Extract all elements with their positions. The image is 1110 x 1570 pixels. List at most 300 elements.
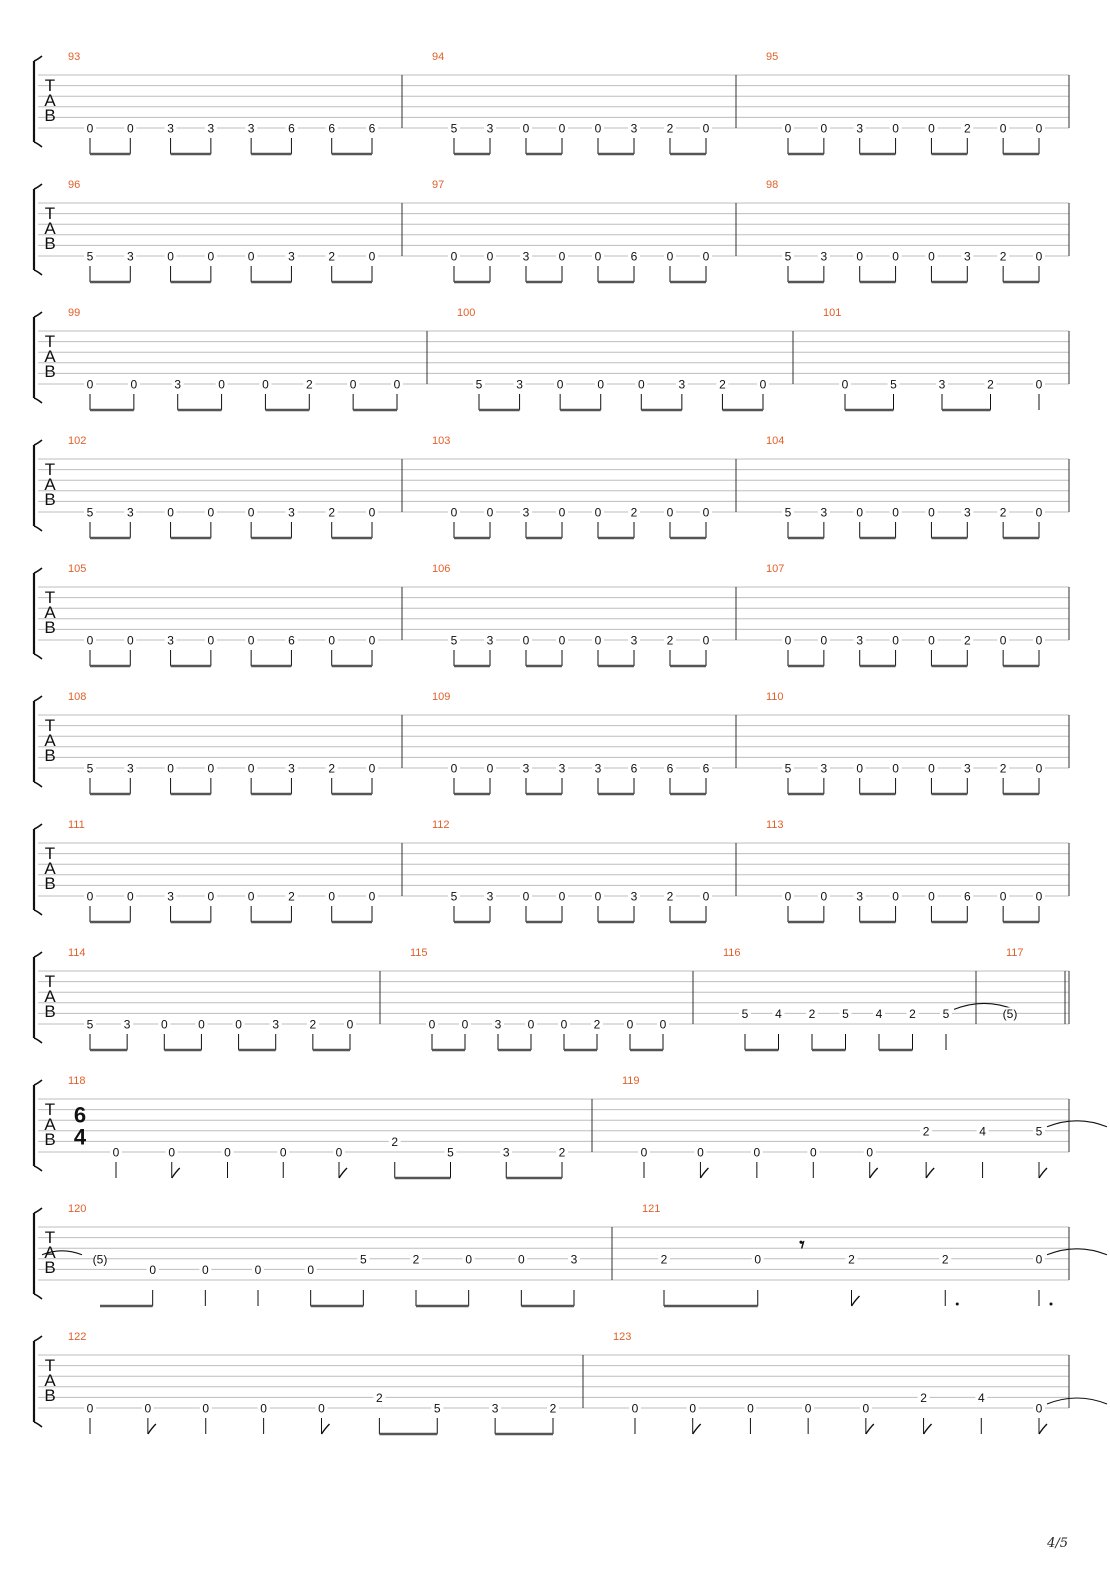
fret-number: 5 [784, 761, 792, 776]
fret-number: 2 [666, 889, 674, 904]
note-flag [870, 1168, 878, 1178]
measure-number: 116 [723, 947, 741, 959]
fret-number: 5 [1035, 1124, 1043, 1139]
measure-number: 97 [432, 179, 445, 191]
measure-number: 102 [68, 435, 87, 447]
tab-clef-letter: T [44, 972, 56, 991]
fret-number: 0 [368, 889, 376, 904]
fret-number: 2 [848, 1252, 855, 1267]
fret-number: 0 [522, 121, 530, 136]
note-flag [926, 1168, 934, 1178]
measure-number: 105 [68, 563, 87, 575]
fret-number: 0 [428, 1017, 436, 1032]
fret-number: 3 [570, 1252, 578, 1267]
tab-system [34, 1075, 1107, 1178]
tab-clef-letter: B [44, 1130, 56, 1149]
fret-number: 3 [126, 761, 134, 776]
fret-number: 0 [689, 1401, 697, 1416]
fret-number: 0 [328, 633, 336, 648]
tab-clef-letter: A [44, 859, 56, 878]
fret-number: 0 [461, 1017, 469, 1032]
measure-number: 115 [410, 947, 428, 959]
fret-number: 5 [784, 505, 792, 520]
tab-clef-letter: A [44, 987, 56, 1006]
measure-number: 104 [766, 435, 785, 447]
note-flag [1039, 1168, 1047, 1178]
fret-number: 3 [522, 761, 530, 776]
fret-number: 0 [666, 505, 674, 520]
fret-number: 5 [359, 1252, 367, 1267]
fret-number: 0 [368, 633, 376, 648]
fret-number: 0 [450, 249, 458, 264]
fret-number: 0 [1035, 1252, 1043, 1267]
fret-number: 5 [784, 249, 792, 264]
fret-number: 0 [820, 889, 828, 904]
fret-number: 0 [594, 505, 602, 520]
fret-number: 0 [517, 1252, 525, 1267]
tab-clef-letter: A [44, 91, 56, 110]
tab-clef-letter: T [44, 1228, 56, 1247]
time-signature-top: 6 [73, 1102, 87, 1128]
fret-number: 2 [549, 1401, 557, 1416]
fret-number: 3 [288, 505, 295, 520]
bracket-hook-bottom [34, 526, 42, 531]
fret-number: 3 [522, 505, 530, 520]
fret-number: 0 [168, 1145, 176, 1160]
fret-number: 0 [558, 889, 566, 904]
fret-number: 0 [640, 1145, 648, 1160]
fret-number: 2 [305, 377, 313, 392]
tab-system [34, 435, 1069, 538]
time-signature-bottom: 4 [73, 1124, 87, 1150]
fret-number: 5 [475, 377, 483, 392]
fret-number: 0 [126, 121, 134, 136]
fret-number: 2 [999, 505, 1007, 520]
fret-number: 0 [262, 377, 269, 392]
fret-number: 0 [1035, 377, 1043, 392]
fret-number: 0 [486, 761, 494, 776]
fret-number: 6 [630, 249, 638, 264]
measure-number: 93 [68, 51, 81, 63]
fret-number: 2 [999, 249, 1007, 264]
fret-number: 3 [123, 1017, 131, 1032]
bracket-hook-bottom [34, 910, 42, 915]
bracket-hook-top [34, 568, 42, 573]
fret-number: 3 [938, 377, 946, 392]
fret-number: 0 [856, 249, 864, 264]
page-number: 4/5 [1047, 1536, 1068, 1551]
fret-number: 3 [516, 377, 523, 392]
fret-number: (5) [1002, 1006, 1018, 1021]
fret-number: 0 [784, 889, 792, 904]
fret-number: 0 [754, 1252, 762, 1267]
measure-number: 109 [432, 691, 451, 703]
tie-arc [1047, 1121, 1107, 1127]
bracket-hook-bottom [34, 270, 42, 275]
measure-number: 112 [432, 819, 450, 831]
fret-number: 3 [167, 889, 174, 904]
measure-number: 106 [432, 563, 451, 575]
tab-system [34, 51, 1069, 154]
fret-number: 3 [678, 377, 686, 392]
fret-number: 0 [892, 505, 899, 520]
fret-number: 2 [963, 633, 971, 648]
note-flag [148, 1424, 156, 1434]
fret-number: 3 [522, 249, 530, 264]
fret-number: 0 [247, 761, 255, 776]
fret-number: 0 [486, 505, 494, 520]
tab-clef-letter: B [44, 234, 56, 253]
fret-number: 2 [288, 889, 295, 904]
bracket-hook-top [34, 184, 42, 189]
fret-number: 2 [941, 1252, 949, 1267]
fret-number: 0 [349, 377, 357, 392]
measure-number: 117 [1006, 947, 1024, 959]
augmentation-dot [1050, 1303, 1053, 1306]
fret-number: 0 [247, 633, 255, 648]
fret-number: 2 [376, 1390, 383, 1405]
tab-clef-letter: B [44, 490, 56, 509]
fret-number: 0 [1035, 633, 1043, 648]
fret-number: 3 [963, 761, 971, 776]
fret-number: 5 [450, 889, 458, 904]
fret-number: 6 [963, 889, 971, 904]
fret-number: 3 [630, 121, 638, 136]
fret-number: 2 [309, 1017, 317, 1032]
measure-number: 108 [68, 691, 87, 703]
fret-number: 2 [666, 121, 674, 136]
bracket-hook-top [34, 696, 42, 701]
bracket-hook-bottom [34, 1038, 42, 1043]
fret-number: 3 [491, 1401, 499, 1416]
fret-number: 0 [560, 1017, 568, 1032]
fret-number: 0 [631, 1401, 639, 1416]
fret-number: 3 [486, 633, 494, 648]
fret-number: 0 [224, 1145, 231, 1160]
fret-number: 0 [820, 633, 828, 648]
measure-number: 123 [613, 1331, 632, 1343]
bracket-hook-top [34, 440, 42, 445]
fret-number: 3 [820, 505, 828, 520]
note-flag [172, 1168, 180, 1178]
fret-number: 2 [593, 1017, 601, 1032]
fret-number: 0 [784, 633, 792, 648]
fret-number: 5 [447, 1145, 454, 1160]
fret-number: 0 [522, 633, 530, 648]
measure-number: 94 [432, 51, 445, 63]
fret-number: 0 [702, 633, 710, 648]
fret-number: 0 [218, 377, 225, 392]
bracket-hook-top [34, 952, 42, 957]
measure-number: 113 [766, 819, 784, 831]
fret-number: 3 [167, 121, 174, 136]
fret-number: 0 [198, 1017, 205, 1032]
measure-number: 111 [68, 819, 85, 831]
fret-number: 4 [875, 1006, 883, 1021]
fret-number: 3 [594, 761, 602, 776]
fret-number: (5) [92, 1252, 108, 1267]
fret-number: 3 [820, 249, 828, 264]
bracket-hook-top [34, 1080, 42, 1085]
fret-number: 0 [112, 1145, 120, 1160]
measure-number: 119 [622, 1075, 640, 1087]
fret-number: 2 [999, 761, 1007, 776]
fret-number: 0 [346, 1017, 354, 1032]
fret-number: 0 [167, 249, 174, 264]
tab-clef-letter: B [44, 362, 56, 381]
fret-number: 0 [307, 1262, 315, 1277]
fret-number: 2 [328, 249, 336, 264]
tab-clef-letter: T [44, 460, 56, 479]
fret-number: 0 [126, 633, 134, 648]
tab-system [34, 819, 1069, 922]
measure-number: 103 [432, 435, 451, 447]
measure-number: 99 [68, 307, 81, 319]
tab-clef-letter: B [44, 746, 56, 765]
fret-number: 6 [368, 121, 376, 136]
fret-number: 0 [86, 633, 94, 648]
measure-number: 95 [766, 51, 779, 63]
tab-clef-letter: A [44, 1243, 56, 1262]
note-flag [866, 1424, 874, 1434]
fret-number: 0 [368, 505, 376, 520]
fret-number: 0 [626, 1017, 634, 1032]
tab-clef-letter: T [44, 588, 56, 607]
fret-number: 0 [558, 505, 566, 520]
bracket-hook-bottom [34, 1166, 42, 1171]
bracket-hook-bottom [34, 1294, 42, 1299]
fret-number: 0 [892, 761, 899, 776]
note-flag [700, 1168, 708, 1178]
fret-number: 6 [328, 121, 336, 136]
fret-number: 3 [126, 249, 134, 264]
fret-number: 4 [979, 1124, 986, 1139]
fret-number: 6 [288, 633, 295, 648]
fret-number: 0 [167, 505, 174, 520]
bracket-hook-bottom [34, 1422, 42, 1427]
fret-number: 0 [202, 1401, 210, 1416]
fret-number: 3 [207, 121, 215, 136]
fret-number: 0 [368, 249, 376, 264]
fret-number: 0 [892, 633, 899, 648]
fret-number: 0 [465, 1252, 473, 1267]
fret-number: 0 [1035, 249, 1043, 264]
tab-clef-letter: B [44, 1002, 56, 1021]
tab-clef-letter: T [44, 204, 56, 223]
fret-number: 2 [630, 505, 638, 520]
fret-number: 0 [928, 761, 935, 776]
fret-number: 0 [999, 121, 1007, 136]
augmentation-dot [956, 1303, 959, 1306]
tie-arc [1047, 1249, 1107, 1255]
tab-clef-letter: T [44, 716, 56, 735]
fret-number: 3 [558, 761, 566, 776]
fret-number: 3 [167, 633, 174, 648]
fret-number: 5 [741, 1006, 749, 1021]
tab-system [34, 563, 1069, 666]
fret-number: 0 [1035, 121, 1043, 136]
fret-number: 0 [527, 1017, 535, 1032]
fret-number: 0 [702, 249, 710, 264]
fret-number: 0 [999, 633, 1007, 648]
fret-number: 0 [160, 1017, 168, 1032]
tab-system [34, 947, 1069, 1050]
tab-clef-letter: T [44, 1356, 56, 1375]
fret-number: 0 [130, 377, 138, 392]
fret-number: 0 [86, 121, 94, 136]
tab-clef-letter: A [44, 1371, 56, 1390]
fret-number: 6 [630, 761, 638, 776]
tab-system [34, 1203, 1107, 1306]
measure-number: 101 [823, 307, 842, 319]
fret-number: 0 [702, 505, 710, 520]
tab-clef-letter: T [44, 844, 56, 863]
fret-number: 0 [594, 633, 602, 648]
tab-clef-letter: A [44, 603, 56, 622]
fret-number: 0 [666, 249, 674, 264]
fret-number: 0 [809, 1145, 817, 1160]
tie-arc [1047, 1398, 1107, 1404]
fret-number: 0 [866, 1145, 874, 1160]
measure-number: 96 [68, 179, 81, 191]
tab-system [34, 1331, 1107, 1434]
fret-number: 3 [963, 249, 971, 264]
fret-number: 0 [126, 889, 134, 904]
fret-number: 0 [558, 121, 566, 136]
bracket-hook-top [34, 1336, 42, 1341]
bracket-hook-top [34, 312, 42, 317]
fret-number: 0 [556, 377, 564, 392]
fret-number: 0 [335, 1145, 343, 1160]
tab-system [34, 691, 1069, 794]
fret-number: 2 [719, 377, 726, 392]
fret-number: 0 [594, 121, 602, 136]
fret-number: 0 [1035, 1401, 1043, 1416]
tab-clef-letter: T [44, 76, 56, 95]
fret-number: 0 [1035, 761, 1043, 776]
tab-clef-letter: T [44, 1100, 56, 1119]
fret-number: 0 [1035, 505, 1043, 520]
tab-clef-letter: B [44, 618, 56, 637]
fret-number: 2 [558, 1145, 566, 1160]
tab-system [34, 179, 1069, 282]
fret-number: 0 [144, 1401, 152, 1416]
fret-number: 0 [86, 889, 94, 904]
measure-number: 107 [766, 563, 785, 575]
tab-clef-letter: B [44, 106, 56, 125]
fret-number: 3 [856, 889, 864, 904]
bracket-hook-top [34, 1208, 42, 1213]
fret-number: 0 [247, 505, 255, 520]
fret-number: 0 [368, 761, 376, 776]
fret-number: 0 [1035, 889, 1043, 904]
fret-number: 5 [942, 1006, 950, 1021]
fret-number: 6 [666, 761, 674, 776]
fret-number: 0 [702, 889, 710, 904]
fret-number: 3 [494, 1017, 502, 1032]
fret-number: 2 [328, 505, 336, 520]
fret-number: 0 [856, 505, 864, 520]
fret-number: 0 [594, 889, 602, 904]
fret-number: 0 [804, 1401, 812, 1416]
fret-number: 0 [86, 1401, 94, 1416]
fret-number: 0 [594, 249, 602, 264]
fret-number: 3 [126, 505, 134, 520]
fret-number: 0 [201, 1262, 209, 1277]
fret-number: 0 [862, 1401, 870, 1416]
tab-clef-letter: B [44, 1386, 56, 1405]
fret-number: 3 [856, 121, 864, 136]
fret-number: 2 [808, 1006, 816, 1021]
fret-number: 0 [254, 1262, 262, 1277]
fret-number: 2 [920, 1390, 927, 1405]
fret-number: 0 [892, 249, 899, 264]
note-flag [339, 1168, 347, 1178]
fret-number: 0 [247, 889, 255, 904]
tab-clef-letter: B [44, 874, 56, 893]
fret-number: 2 [909, 1006, 916, 1021]
fret-number: 0 [747, 1401, 754, 1416]
tab-clef-letter: B [44, 1258, 56, 1277]
fret-number: 5 [433, 1401, 441, 1416]
tab-system [34, 307, 1069, 410]
fret-number: 3 [288, 249, 295, 264]
fret-number: 0 [597, 377, 605, 392]
fret-number: 0 [841, 377, 849, 392]
fret-number: 3 [630, 889, 638, 904]
fret-number: 5 [86, 505, 94, 520]
fret-number: 0 [753, 1145, 761, 1160]
fret-number: 0 [697, 1145, 704, 1160]
measure-number: 121 [642, 1203, 661, 1215]
fret-number: 0 [522, 889, 530, 904]
fret-number: 2 [391, 1134, 399, 1149]
fret-number: 3 [247, 121, 255, 136]
fret-number: 2 [412, 1252, 420, 1267]
fret-number: 0 [86, 377, 94, 392]
note-flag [693, 1424, 701, 1434]
fret-number: 2 [963, 121, 971, 136]
fret-number: 5 [450, 121, 458, 136]
tab-clef-letter: A [44, 347, 56, 366]
tab-clef-letter: A [44, 1115, 56, 1134]
bracket-hook-bottom [34, 654, 42, 659]
fret-number: 2 [666, 633, 674, 648]
fret-number: 3 [174, 377, 182, 392]
fret-number: 3 [272, 1017, 280, 1032]
bracket-hook-top [34, 824, 42, 829]
fret-number: 0 [247, 249, 255, 264]
bracket-hook-top [34, 56, 42, 61]
fret-number: 3 [820, 761, 828, 776]
fret-number: 0 [702, 121, 710, 136]
fret-number: 0 [856, 761, 864, 776]
fret-number: 2 [660, 1252, 668, 1267]
note-flag [322, 1424, 330, 1434]
eighth-rest: 𝄾 [799, 1234, 805, 1257]
tab-clef-letter: T [44, 332, 56, 351]
fret-number: 5 [86, 761, 94, 776]
bracket-hook-bottom [34, 142, 42, 147]
fret-number: 3 [502, 1145, 510, 1160]
fret-number: 3 [856, 633, 864, 648]
fret-number: 3 [486, 889, 494, 904]
fret-number: 6 [288, 121, 295, 136]
fret-number: 0 [207, 889, 215, 904]
fret-number: 0 [260, 1401, 267, 1416]
fret-number: 0 [167, 761, 174, 776]
fret-number: 3 [486, 121, 494, 136]
